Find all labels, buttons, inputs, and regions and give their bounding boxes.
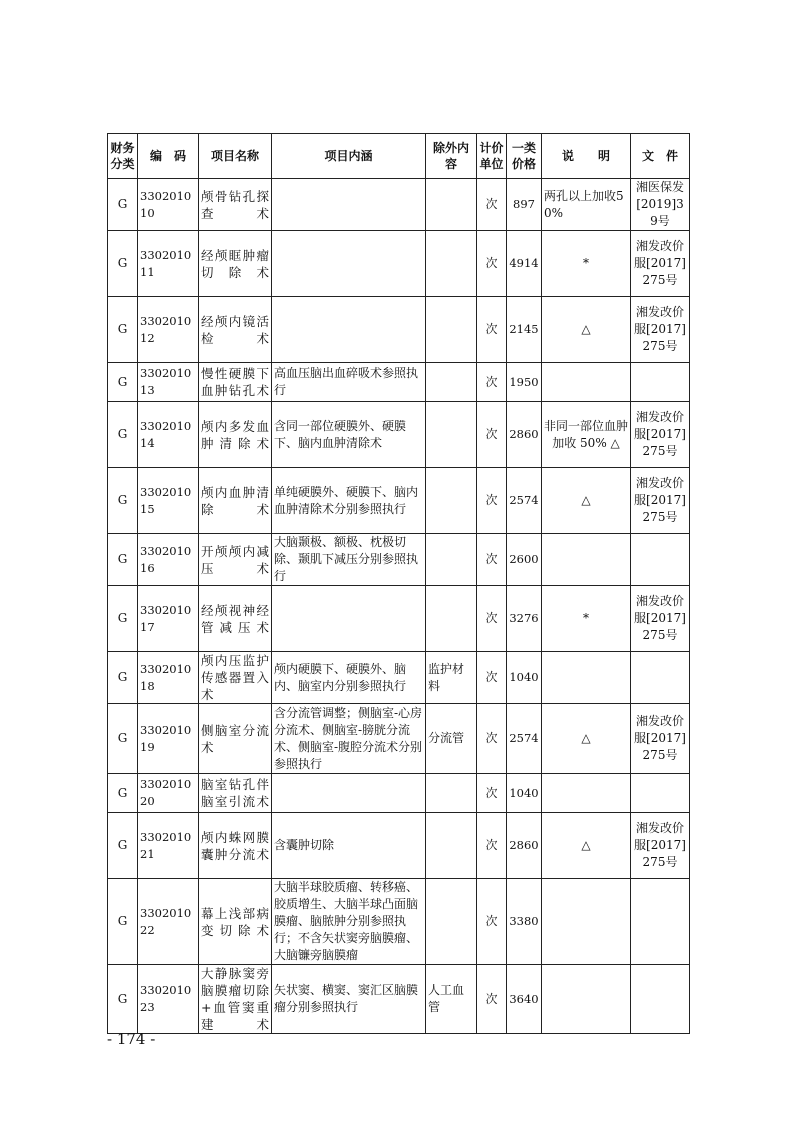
table-row [108, 774, 690, 813]
cell-notes: △ [542, 813, 631, 879]
cell-exclusions [426, 402, 477, 468]
cell-price: 2600 [507, 534, 542, 586]
table-header-row [108, 134, 690, 179]
table-row [108, 402, 690, 468]
cell-document: 湘发改价服[2017]275号 [631, 704, 690, 774]
cell-exclusions: 监护材料 [426, 652, 477, 704]
table-row [108, 363, 690, 402]
cell-content [272, 586, 426, 652]
table-row [108, 468, 690, 534]
cell-exclusions [426, 879, 477, 965]
table-row [108, 179, 690, 231]
cell-code: 330201018 [138, 652, 199, 704]
cell-exclusions [426, 468, 477, 534]
cell-category: G [108, 402, 138, 468]
cell-category: G [108, 231, 138, 297]
cell-content [272, 774, 426, 813]
cell-exclusions [426, 363, 477, 402]
cell-notes: 两孔以上加收50% [542, 179, 631, 231]
cell-unit: 次 [477, 179, 507, 231]
cell-code: 330201012 [138, 297, 199, 363]
cell-content [272, 179, 426, 231]
cell-document [631, 363, 690, 402]
cell-code: 330201020 [138, 774, 199, 813]
cell-unit: 次 [477, 297, 507, 363]
cell-content: 含囊肿切除 [272, 813, 426, 879]
cell-unit: 次 [477, 652, 507, 704]
cell-name: 经颅视神经管减压术 [199, 586, 272, 652]
cell-code: 330201022 [138, 879, 199, 965]
cell-name: 侧脑室分流术 [199, 704, 272, 774]
cell-category: G [108, 774, 138, 813]
cell-notes: * [542, 586, 631, 652]
cell-unit: 次 [477, 586, 507, 652]
cell-notes: △ [542, 468, 631, 534]
cell-exclusions: 分流管 [426, 704, 477, 774]
cell-unit: 次 [477, 363, 507, 402]
cell-content: 大脑半球胶质瘤、转移癌、胶质增生、大脑半球凸面脑膜瘤、脑脓肿分别参照执行；不含矢状窦旁脑膜瘤、大脑镰旁脑膜瘤 [272, 879, 426, 965]
cell-category: G [108, 468, 138, 534]
cell-price: 3640 [507, 965, 542, 1034]
cell-document: 湘发改价服[2017]275号 [631, 402, 690, 468]
cell-price: 3380 [507, 879, 542, 965]
header-document: 文 件 [631, 134, 690, 179]
cell-category: G [108, 652, 138, 704]
cell-exclusions [426, 297, 477, 363]
cell-price: 2574 [507, 468, 542, 534]
cell-unit: 次 [477, 534, 507, 586]
cell-document: 湘发改价服[2017]275号 [631, 297, 690, 363]
cell-notes: 非同一部位血肿加收 50% △ [542, 402, 631, 468]
cell-code: 330201021 [138, 813, 199, 879]
cell-name: 大静脉窦旁脑膜瘤切除+血管窦重建术 [199, 965, 272, 1034]
cell-code: 330201014 [138, 402, 199, 468]
cell-code: 330201019 [138, 704, 199, 774]
cell-price: 2860 [507, 813, 542, 879]
cell-content: 颅内硬膜下、硬膜外、脑内、脑室内分别参照执行 [272, 652, 426, 704]
cell-document: 湘发改价服[2017]275号 [631, 231, 690, 297]
cell-category: G [108, 179, 138, 231]
cell-price: 897 [507, 179, 542, 231]
cell-unit: 次 [477, 774, 507, 813]
cell-unit: 次 [477, 879, 507, 965]
cell-code: 330201010 [138, 179, 199, 231]
cell-code: 330201011 [138, 231, 199, 297]
cell-price: 1040 [507, 774, 542, 813]
cell-unit: 次 [477, 402, 507, 468]
cell-category: G [108, 879, 138, 965]
cell-notes: * [542, 231, 631, 297]
cell-name: 颅内压监护传感器置入术 [199, 652, 272, 704]
cell-category: G [108, 586, 138, 652]
cell-code: 330201023 [138, 965, 199, 1034]
cell-content: 含分流管调整；侧脑室-心房分流术、侧脑室-膀胱分流术、侧脑室-腹腔分流术分别参照执行 [272, 704, 426, 774]
table-row [108, 231, 690, 297]
cell-category: G [108, 363, 138, 402]
cell-name: 慢性硬膜下血肿钻孔术 [199, 363, 272, 402]
cell-unit: 次 [477, 231, 507, 297]
header-content: 项目内涵 [272, 134, 426, 179]
table-row [108, 534, 690, 586]
table-row [108, 879, 690, 965]
cell-document: 湘发改价服[2017]275号 [631, 586, 690, 652]
cell-name: 开颅颅内减压术 [199, 534, 272, 586]
cell-category: G [108, 534, 138, 586]
cell-exclusions [426, 231, 477, 297]
cell-exclusions [426, 586, 477, 652]
cell-code: 330201016 [138, 534, 199, 586]
table-row [108, 965, 690, 1034]
cell-exclusions [426, 813, 477, 879]
header-exclusions: 除外内容 [426, 134, 477, 179]
header-code: 编 码 [138, 134, 199, 179]
cell-name: 颅骨钻孔探查术 [199, 179, 272, 231]
cell-unit: 次 [477, 704, 507, 774]
cell-price: 2574 [507, 704, 542, 774]
cell-content [272, 297, 426, 363]
cell-content: 大脑颞极、额极、枕极切除、颞肌下减压分别参照执行 [272, 534, 426, 586]
cell-notes [542, 363, 631, 402]
price-table [107, 133, 690, 1034]
cell-document: 湘发改价服[2017]275号 [631, 813, 690, 879]
cell-content [272, 231, 426, 297]
cell-unit: 次 [477, 468, 507, 534]
cell-category: G [108, 813, 138, 879]
table-row [108, 813, 690, 879]
page-number: - 174 - [107, 1030, 156, 1048]
cell-name: 经颅眶肿瘤切除术 [199, 231, 272, 297]
cell-name: 颅内血肿清除术 [199, 468, 272, 534]
cell-exclusions [426, 774, 477, 813]
cell-content: 矢状窦、横窦、窦汇区脑膜瘤分别参照执行 [272, 965, 426, 1034]
cell-document [631, 774, 690, 813]
cell-price: 2860 [507, 402, 542, 468]
cell-notes [542, 965, 631, 1034]
cell-exclusions: 人工血管 [426, 965, 477, 1034]
cell-document [631, 879, 690, 965]
header-name: 项目名称 [199, 134, 272, 179]
cell-unit: 次 [477, 813, 507, 879]
cell-price: 1040 [507, 652, 542, 704]
cell-name: 颅内蛛网膜囊肿分流术 [199, 813, 272, 879]
cell-code: 330201015 [138, 468, 199, 534]
header-price: 一类价格 [507, 134, 542, 179]
table-row [108, 586, 690, 652]
cell-content: 含同一部位硬膜外、硬膜下、脑内血肿清除术 [272, 402, 426, 468]
cell-notes [542, 879, 631, 965]
header-unit: 计价单位 [477, 134, 507, 179]
cell-exclusions [426, 534, 477, 586]
cell-notes [542, 534, 631, 586]
cell-document: 湘医保发[2019]39号 [631, 179, 690, 231]
cell-content: 单纯硬膜外、硬膜下、脑内血肿清除术分别参照执行 [272, 468, 426, 534]
table-row [108, 652, 690, 704]
table-row [108, 704, 690, 774]
cell-price: 1950 [507, 363, 542, 402]
table-row [108, 297, 690, 363]
cell-unit: 次 [477, 965, 507, 1034]
cell-name: 经颅内镜活检术 [199, 297, 272, 363]
cell-notes [542, 652, 631, 704]
cell-price: 3276 [507, 586, 542, 652]
cell-price: 4914 [507, 231, 542, 297]
cell-name: 幕上浅部病变切除术 [199, 879, 272, 965]
cell-code: 330201013 [138, 363, 199, 402]
cell-code: 330201017 [138, 586, 199, 652]
header-category: 财务分类 [108, 134, 138, 179]
cell-notes: △ [542, 297, 631, 363]
cell-notes: △ [542, 704, 631, 774]
header-notes: 说 明 [542, 134, 631, 179]
cell-content: 高血压脑出血碎吸术参照执行 [272, 363, 426, 402]
cell-exclusions [426, 179, 477, 231]
cell-document [631, 534, 690, 586]
cell-category: G [108, 297, 138, 363]
cell-document: 湘发改价服[2017]275号 [631, 468, 690, 534]
cell-document [631, 965, 690, 1034]
cell-name: 脑室钻孔伴脑室引流术 [199, 774, 272, 813]
cell-name: 颅内多发血肿清除术 [199, 402, 272, 468]
cell-notes [542, 774, 631, 813]
cell-price: 2145 [507, 297, 542, 363]
cell-category: G [108, 704, 138, 774]
cell-document [631, 652, 690, 704]
cell-category: G [108, 965, 138, 1034]
